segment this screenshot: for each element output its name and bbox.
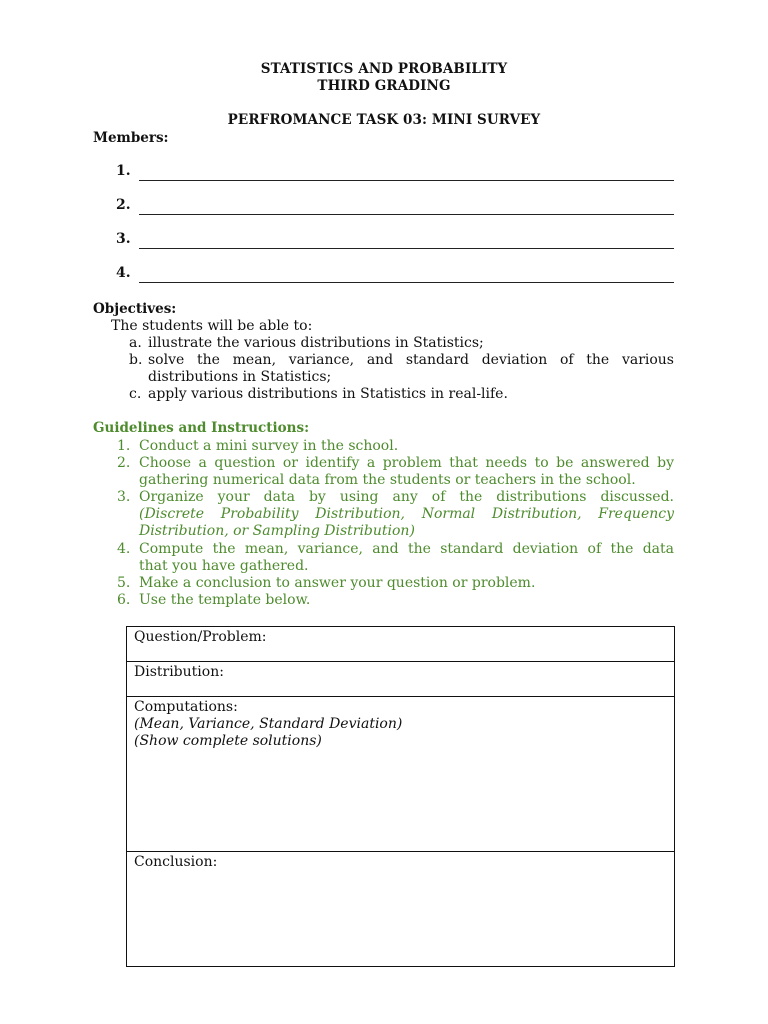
guideline-marker: 3. — [117, 489, 131, 505]
guideline-marker: 5. — [117, 575, 131, 591]
member-number: 4. — [116, 265, 131, 281]
objective-marker: a. — [129, 335, 142, 351]
member-number: 1. — [116, 163, 131, 179]
question-cell[interactable] — [127, 627, 675, 662]
template-row-computations — [127, 697, 675, 852]
guideline-item-continued: that you have gathered. — [139, 558, 309, 574]
members-label: Members: — [93, 130, 169, 146]
member-entry-2 — [116, 197, 676, 217]
guideline-item-continued: gathering numerical data from the students or teachers in the school. — [139, 472, 636, 488]
template-row-conclusion — [127, 852, 675, 967]
template-row-distribution — [127, 662, 675, 697]
member-entry-4 — [116, 265, 676, 285]
computations-note: (Show complete solutions) — [134, 733, 322, 749]
computations-note: (Mean, Variance, Standard Deviation) — [134, 716, 403, 732]
guideline-item: Choose a question or identify a problem that needs to be answered by — [139, 455, 674, 471]
guideline-item: Conduct a mini survey in the school. — [139, 438, 399, 454]
distribution-cell[interactable] — [127, 662, 675, 697]
computations-cell[interactable] — [127, 697, 675, 852]
member-blank-line[interactable] — [139, 248, 674, 249]
template-row-question — [127, 627, 675, 662]
guideline-marker: 6. — [117, 592, 131, 608]
guideline-item: Make a conclusion to answer your question or problem. — [139, 575, 536, 591]
guidelines-label: Guidelines and Instructions: — [93, 420, 310, 436]
guideline-marker: 4. — [117, 541, 131, 557]
objective-marker: c. — [129, 386, 142, 402]
conclusion-label: Conclusion: — [134, 854, 218, 870]
subject-title: STATISTICS AND PROBABILITY — [260, 61, 508, 77]
member-blank-line[interactable] — [139, 180, 674, 181]
grading-title: THIRD GRADING — [317, 78, 451, 94]
computations-label: Computations: — [134, 699, 238, 715]
member-blank-line[interactable] — [139, 282, 674, 283]
objectives-label: Objectives: — [93, 301, 177, 317]
objective-marker: b. — [129, 352, 143, 368]
objectives-intro: The students will be able to: — [111, 318, 313, 334]
objective-item: illustrate the various distributions in Statistics; — [148, 335, 484, 351]
guideline-item: Compute the mean, variance, and the standard deviation of the data — [139, 541, 674, 557]
guideline-item-note: (Discrete Probability Distribution, Normal Distribution, Frequency — [139, 506, 674, 522]
guideline-marker: 1. — [117, 438, 131, 454]
guideline-item-note: Distribution, or Sampling Distribution) — [139, 523, 415, 539]
member-blank-line[interactable] — [139, 214, 674, 215]
guideline-item: Organize your data by using any of the distributions discussed. — [139, 489, 674, 505]
guideline-item: Use the template below. — [139, 592, 311, 608]
member-number: 3. — [116, 231, 131, 247]
distribution-label: Distribution: — [134, 664, 224, 680]
member-entry-3 — [116, 231, 676, 251]
task-title: PERFROMANCE TASK 03: MINI SURVEY — [227, 112, 541, 128]
question-label: Question/Problem: — [134, 629, 267, 645]
member-number: 2. — [116, 197, 131, 213]
conclusion-cell[interactable] — [127, 852, 675, 967]
objective-item: solve the mean, variance, and standard deviation of the various — [148, 352, 674, 368]
objective-item: apply various distributions in Statistics in real-life. — [148, 386, 508, 402]
survey-template-table — [126, 626, 675, 967]
objective-item-continued: distributions in Statistics; — [148, 369, 332, 385]
guideline-marker: 2. — [117, 455, 131, 471]
member-entry-1 — [116, 163, 676, 183]
